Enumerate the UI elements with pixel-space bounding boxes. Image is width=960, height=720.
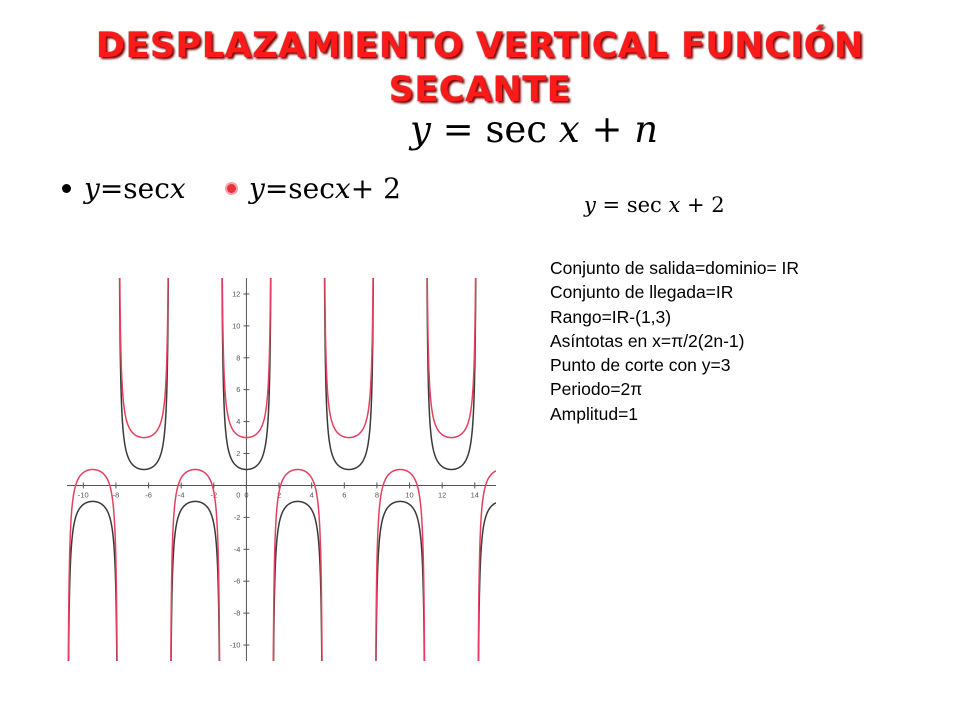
y-tick-label: 12 <box>232 289 241 299</box>
x-tick-label: -6 <box>145 490 152 500</box>
origin-label: 0 <box>236 490 241 500</box>
formula-n: n <box>634 108 659 151</box>
x-tick-label: -4 <box>177 490 185 500</box>
legend-x: x <box>334 172 351 205</box>
x-tick-label: 8 <box>374 490 380 500</box>
x-tick-label: -10 <box>77 490 89 500</box>
series-line <box>68 204 496 720</box>
legend-lhs: y <box>249 172 265 205</box>
y-tick-label: -8 <box>233 608 241 618</box>
legend-eq: = <box>99 172 124 205</box>
y-tick-label: 6 <box>236 385 241 395</box>
legend-lhs: y <box>84 172 100 205</box>
side-formula-lhs: y <box>584 193 596 217</box>
side-formula-tail: + 2 <box>680 193 725 217</box>
side-formula-x: x <box>668 193 681 217</box>
x-tick-label: 6 <box>342 490 347 500</box>
y-tick-label: 10 <box>232 321 241 331</box>
property-period: Periodo=2π <box>550 379 643 400</box>
y-tick-label: -2 <box>233 512 241 522</box>
x-tick-label: 0 <box>244 490 249 500</box>
formula-op: + <box>579 108 635 151</box>
formula-lhs: y <box>410 108 431 151</box>
legend-fn: sec <box>288 172 335 205</box>
slide-title: DESPLAZAMIENTO VERTICAL FUNCIÓN SECANTE <box>96 26 864 110</box>
y-tick-label: -4 <box>233 544 241 554</box>
legend-fn: sec <box>123 172 170 205</box>
legend-tail: + 2 <box>350 172 401 205</box>
y-tick-label: 2 <box>236 449 241 459</box>
formula-x: x <box>558 108 580 151</box>
x-tick-label: -2 <box>210 490 218 500</box>
side-formula-fn: sec <box>626 193 669 217</box>
property-asymptotes: Asíntotas en x=π/2(2n-1) <box>550 330 745 351</box>
legend-x: x <box>169 172 186 205</box>
property-codomain: Conjunto de llegada=IR <box>550 282 734 303</box>
property-domain: Conjunto de salida=dominio= IR <box>550 258 800 278</box>
x-tick-label: 10 <box>405 490 414 500</box>
formula-eq: = <box>430 108 486 151</box>
x-tick-label: -8 <box>112 490 120 500</box>
y-tick-label: 8 <box>236 353 241 363</box>
y-tick-label: 4 <box>236 417 241 427</box>
x-tick-label: 12 <box>437 490 447 500</box>
property-y-intercept: Punto de corte con y=3 <box>550 355 731 376</box>
formula-fn: sec <box>485 108 559 151</box>
y-tick-label: -10 <box>229 640 241 650</box>
x-tick-label: 14 <box>470 490 479 500</box>
y-tick-label: -6 <box>233 576 241 586</box>
side-formula-eq: = <box>595 193 627 217</box>
legend-eq: = <box>264 172 289 205</box>
property-range: Rango=IR-(1,3) <box>550 306 672 327</box>
property-amplitude: Amplitud=1 <box>550 403 639 424</box>
x-tick-label: 4 <box>309 490 314 500</box>
series-line <box>68 206 496 720</box>
x-tick-label: 2 <box>276 490 282 500</box>
